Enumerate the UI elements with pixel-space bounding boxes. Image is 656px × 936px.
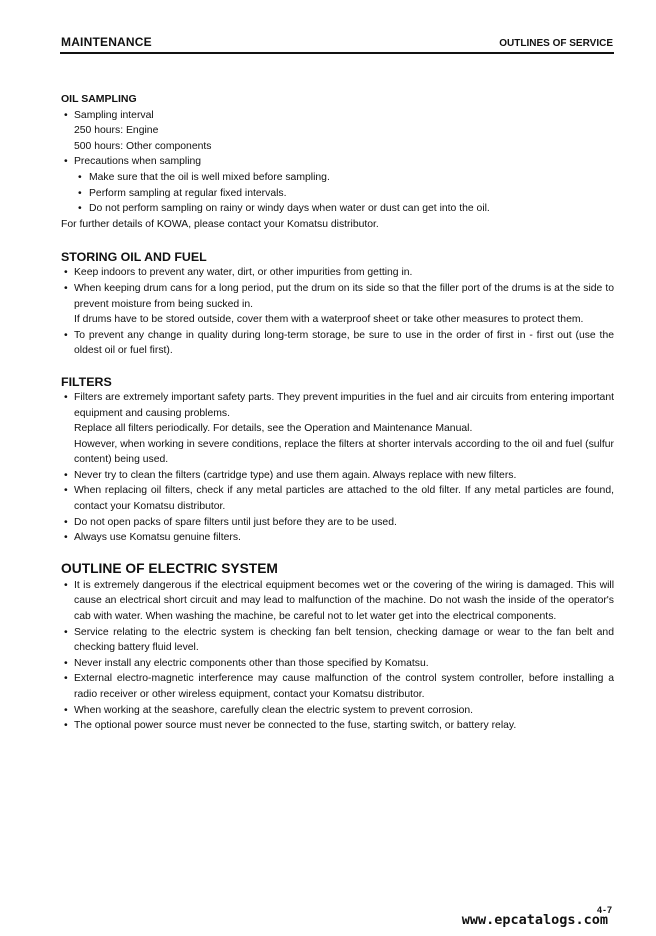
list-item (61, 328, 614, 359)
bullet-text: Make sure that the oil is well mixed before sampling. (89, 171, 330, 183)
bullet-text: Never try to clean the filters (cartridge type) and use them again. Always replace with new filters. (74, 469, 517, 481)
bullet-text: Perform sampling at regular fixed intervals. (89, 187, 287, 199)
header-section-title: MAINTENANCE (61, 35, 152, 49)
sub-list-item (61, 170, 614, 186)
section-title: STORING OIL AND FUEL (61, 250, 207, 265)
list-item (61, 265, 614, 281)
list-item (61, 154, 614, 170)
bullet-text: It is extremely dangerous if the electrical equipment becomes wet or the covering of the wiring is damaged. This will cause an electrical short circuit and may lead to malfunction of the machine. Do not wash the inside of the operator's cab with water. When washing the machine, be careful not to let water get into the electrical components. (74, 579, 614, 623)
header-rule (60, 52, 614, 54)
sub-list-item (61, 201, 614, 217)
list-item-note: 500 hours: Other components (74, 140, 212, 152)
page-number: 4-7 (596, 905, 613, 915)
list-item (61, 390, 614, 421)
list-item (61, 515, 614, 531)
list-item (61, 625, 614, 656)
bullet-text: Never install any electric components other than those specified by Komatsu. (74, 657, 429, 669)
section-oil-sampling (61, 92, 614, 232)
section-storing-oil-fuel (61, 249, 614, 359)
bullet-text: The optional power source must never be connected to the fuse, starting switch, or battery relay. (74, 720, 517, 732)
bullet-text: When replacing oil filters, check if any metal particles are attached to the old filter. If any metal particles are found, contact your Komatsu distributor. (74, 485, 614, 513)
list-item (61, 718, 614, 734)
bullet-text: Do not perform sampling on rainy or windy days when water or dust can get into the oil. (89, 203, 490, 215)
list-item (61, 671, 614, 702)
bullet-text: Filters are extremely important safety parts. They prevent impurities in the fuel and air circuits from entering important equipment and causing problems. (74, 391, 614, 419)
list-item-note: If drums have to be stored outside, cover them with a waterproof sheet or take other measures to protect them. (74, 314, 584, 326)
bullet-text: Always use Komatsu genuine filters. (74, 532, 241, 544)
list-item (61, 530, 614, 546)
header-chapter-title: OUTLINES OF SERVICE (499, 38, 613, 49)
section-title: FILTERS (61, 374, 112, 389)
list-item-note: 250 hours: Engine (74, 125, 159, 137)
list-item-note: Replace all filters periodically. For details, see the Operation and Maintenance Manual. (74, 423, 473, 435)
bullet-text: External electro-magnetic interference may cause malfunction of the control system controller, before installing a radio receiver or other wireless equipment, contact your Komatsu distributor. (74, 673, 614, 700)
list-item (61, 281, 614, 312)
section-electric-system (61, 560, 614, 734)
bullet-text: When keeping drum cans for a long period, put the drum on its side so that the filler port of the drums is at the side to prevent moisture from being sucked in. (74, 282, 614, 310)
list-item (61, 656, 614, 672)
list-item-note: However, when working in severe conditions, replace the filters at shorter intervals according to the oil and fuel (sulfur content) being used. (74, 438, 614, 466)
sub-list-item (61, 186, 614, 202)
page-content (61, 92, 614, 734)
list-item (61, 108, 614, 124)
bullet-text: Precautions when sampling (74, 156, 202, 168)
section-filters (61, 374, 614, 546)
bullet-text: Do not open packs of spare filters until just before they are to be used. (74, 516, 397, 528)
watermark-url: www.epcatalogs.com (461, 912, 608, 928)
section-title: OUTLINE OF ELECTRIC SYSTEM (61, 560, 278, 576)
bullet-text: Sampling interval (74, 109, 154, 121)
bullet-text: Keep indoors to prevent any water, dirt, or other impurities from getting in. (74, 267, 413, 279)
list-item (61, 703, 614, 719)
list-item (61, 578, 614, 625)
list-item (61, 483, 614, 514)
bullet-text: When working at the seashore, carefully clean the electric system to prevent corrosion. (74, 704, 474, 716)
bullet-text: Service relating to the electric system is checking fan belt tension, checking damage or wear to the fan belt and checking battery fluid level. (74, 626, 614, 654)
paragraph: For further details of KOWA, please contact your Komatsu distributor. (61, 218, 379, 230)
list-item (61, 468, 614, 484)
bullet-text: To prevent any change in quality during long-term storage, be sure to use in the order of first in - first out (use the oldest oil or fuel first). (74, 329, 614, 357)
section-title: OIL SAMPLING (61, 93, 137, 105)
